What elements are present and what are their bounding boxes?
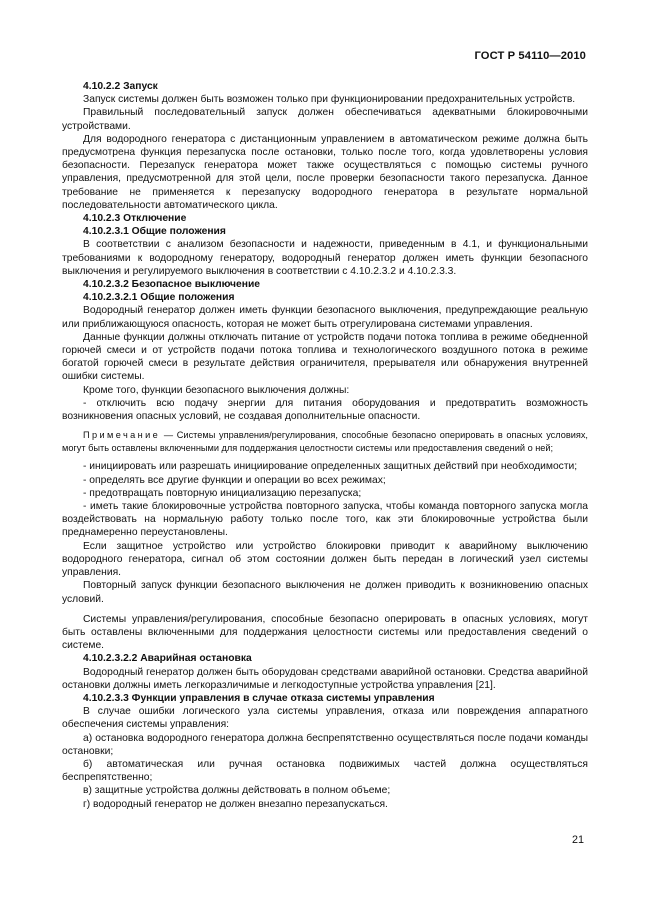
body-paragraph: Данные функции должны отключать питание от устройств подачи потока топлива в режиме обедненной горючей смеси и от устройств подачи потока топлива и технологического воздушного потока в режиме богатой горючей смеси в результате действия ограничителя, прерывателя или обнаружения внутренней ошибки системы.	[62, 331, 588, 383]
section-heading: 4.10.2.2 Запуск	[83, 81, 158, 92]
body-paragraph: Правильный последовательный запуск должен обеспечиваться адекватными блокировочными устройствами.	[62, 107, 588, 132]
body-paragraph: - предотвращать повторную инициализацию перезапуска;	[83, 487, 362, 499]
body-paragraph: Кроме того, функции безопасного выключения должны:	[83, 384, 350, 396]
document-code-header: ГОСТ Р 54110—2010	[474, 50, 586, 62]
section-heading: 4.10.2.3.3 Функции управления в случае отказа системы управления	[83, 692, 435, 704]
section-heading: 4.10.2.3.2 Безопасное выключение	[83, 279, 261, 291]
note-paragraph	[62, 429, 588, 454]
body-paragraph: в) защитные устройства должны действовать в полном объеме;	[83, 785, 391, 797]
body-paragraph: В случае ошибки логического узла системы управления, отказа или повреждения аппаратного обеспечения системы управления:	[62, 706, 588, 731]
note-text: — Системы управления/регулирования, способные безопасно оперировать в опасных условиях, могут быть оставлены включенными для поддержания целостности системы или предоставления сведений о ней;	[62, 430, 588, 453]
body-paragraph: - инициировать или разрешать инициирование определенных защитных действий при необходимости;	[83, 461, 578, 473]
body-paragraph: Если защитное устройство или устройство блокировки приводит к аварийному выключению водородного генератора, сигнал об этом состоянии должен быть передан в логический узел системы управления.	[62, 540, 588, 579]
section-heading: 4.10.2.3.2.1 Общие положения	[83, 292, 235, 304]
body-paragraph: В соответствии с анализом безопасности и надежности, приведенным в 4.1, и функциональными требованиями к водородному генератору, водородный генератор должен иметь функции безопасного выключения и регулируемого выключения в соответствии с 4.10.2.3.2 и 4.10.2.3.3.	[62, 239, 588, 277]
section-heading: 4.10.2.3.2.2 Аварийная остановка	[83, 653, 252, 665]
document-body	[62, 80, 588, 811]
section-heading: 4.10.2.3.1 Общие положения	[83, 226, 226, 238]
body-paragraph: Водородный генератор должен иметь функции безопасного выключения, предупреждающие реальную или приближающуюся опасность, которая не может быть отрегулирована системами управления.	[62, 305, 588, 330]
body-paragraph: - иметь такие блокировочные устройства повторного запуска, чтобы команда повторного запуска могла воздействовать на нормальную работу только после того, как эти блокировочные устройства были преднамеренно переустановлены.	[62, 501, 588, 539]
page-number: 21	[571, 834, 584, 846]
body-paragraph: Для водородного генератора с дистанционным управлением в автоматическом режиме должна быть предусмотрена функция перезапуска после остановки, только после того, когда удовлетворены условия безопасности. Перезапуск генератора может также осуществляться с помощью системы ручного управления, предусмотренной для этой цели, после проверки безопасности такого перезапуска. Данное требование не применяется к перезапуску водородного генератора в результате нормальной последовательности автоматического цикла.	[62, 133, 588, 211]
body-paragraph: Запуск системы должен быть возможен только при функционировании предохранительных устройств.	[83, 94, 576, 106]
body-paragraph: - определять все другие функции и операции во всех режимах;	[83, 474, 386, 486]
body-paragraph: а) остановка водородного генератора должна беспрепятственно осуществляться после подачи команды остановки;	[62, 732, 588, 757]
body-paragraph: Повторный запуск функции безопасного выключения не должен приводить к возникновению опасных условий.	[62, 580, 588, 605]
body-paragraph: г) водородный генератор не должен внезапно перезапускаться.	[83, 798, 388, 810]
body-paragraph: Водородный генератор должен быть оборудован средствами аварийной остановки. Средства аварийной остановки должны иметь легкоразличимые и легкодоступные устройства управления [21].	[62, 666, 588, 691]
section-heading: 4.10.2.3 Отключение	[83, 213, 187, 225]
body-paragraph: б) автоматическая или ручная остановка подвижимых частей должна осуществляться беспрепятственно;	[62, 758, 588, 784]
note-label: Примечание	[83, 430, 161, 441]
body-paragraph: - отключить всю подачу энергии для питания оборудования и предотвратить возможность возникновения опасных условий, не создавая дополнительные опасности.	[62, 397, 588, 423]
body-paragraph: Системы управления/регулирования, способные безопасно оперировать в опасных условиях, могут быть оставлены включенными для поддержания целостности системы или предоставления сведений о системе.	[62, 613, 588, 652]
